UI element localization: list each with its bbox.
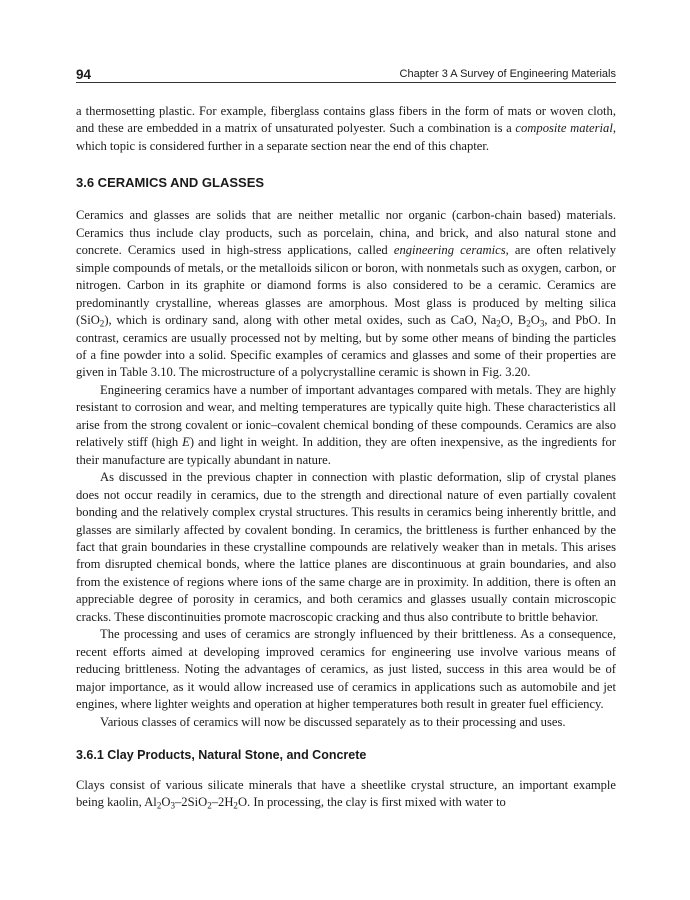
symbol-E: E: [182, 435, 190, 450]
term-composite-material: composite material: [515, 121, 613, 136]
chapter-title: Chapter 3 A Survey of Engineering Materials: [399, 68, 616, 80]
paragraph-continued: a thermosetting plastic. For example, fiberglass contains glass fibers in the form of mats or woven cloth, and these are embedded in a matrix of unsaturated polyester. Such a combination is a composite material, which topic is considered further in a separate section near the end of this chapter.: [76, 104, 616, 153]
term-engineering-ceramics: engineering ceramics: [393, 243, 506, 258]
paragraph-brittleness: As discussed in the previous chapter in connection with plastic deformation, slip of crystal planes does not occur readily in ceramics, due to the strength and directional nature of even partially covalent bonding and the relatively complex crystal structures. This results in ceramics being inherently brittle, and glasses are similarly affected by covalent bonding. In ceramics, the brittleness is further enhanced by the fact that grain boundaries in these crystalline compounds are relatively weaker than in metals. This arises from disrupted chemical bonds, where the lattice planes are discontinuous at grain boundaries, and also from the existence of regions where ions of the same charge are in proximity. In addition, there is often an appreciable degree of porosity in ceramics, and both ceramics and glasses usually contain microscopic cracks. These discontinuities promote macroscopic cracking and thus also contribute to brittle behavior.: [76, 470, 616, 624]
document-page: [76, 62, 616, 812]
paragraph-intro-ceramics: Ceramics and glasses are solids that are neither metallic nor organic (carbon-chain based) materials. Ceramics thus include clay products, such as porcelain, china, and brick, and also natural stone and concrete. Ceramics used in high-stress applications, called engineering ceramics, are often relatively simple compounds of metals, or the metalloids silicon or boron, with nonmetals such as oxygen, carbon, or nitrogen. Carbon in its graphite or diamond forms is also considered to be a ceramic. Ceramics are predominantly crystalline, whereas glasses are amorphous. Most glass is produced by melting silica (SiO$_2$), which is ordinary sand, along with other metal oxides, such as CaO, $Na_2O$, $B_2O_3$, and PbO. In contrast, ceramics are usually processed not by melting, but by some other means of binding the particles of a fine powder into a solid. Specific examples of ceramics and glasses and some of their properties are given in Table 3.10. The microstructure of a polycrystalline ceramic is shown in Fig. 3.20.: [76, 208, 616, 380]
paragraph-clays: Clays consist of various silicate minerals that have a sheetlike crystal structure, an important example being kaolin, $Al_2O_3-2SiO_2-2H_2O$. In processing, the clay is first mixed with water to: [76, 777, 616, 811]
paragraph-processing: The processing and uses of ceramics are strongly influenced by their brittleness. As a consequence, recent efforts aimed at developing improved ceramics for engineering use involve various means of reducing brittleness. Noting the advantages of ceramics, as just listed, success in this area would be of major importance, as it would allow increased use of ceramics in applications such as automobile and jet engines, where lighter weights and operation at higher temperatures both result in greater fuel efficiency.: [76, 627, 616, 712]
page-number: 94: [76, 67, 92, 82]
running-header: [76, 62, 616, 83]
paragraph-classes: Various classes of ceramics will now be discussed separately as to their processing and uses.: [100, 714, 566, 729]
subsection-heading: 3.6.1 Clay Products, Natural Stone, and Concrete: [76, 747, 367, 762]
paragraph-advantages: Engineering ceramics have a number of important advantages compared with metals. They are highly resistant to corrosion and wear, and melting temperatures are typically quite high. These characteristics all arise from the strong covalent or ionic–covalent chemical bonding of these compounds. Ceramics are also relatively stiff (high E) and light in weight. In addition, they are often inexpensive, as the ingredients for their manufacture are typically abundant in nature.: [76, 382, 617, 467]
section-heading: 3.6 CERAMICS AND GLASSES: [76, 175, 265, 191]
